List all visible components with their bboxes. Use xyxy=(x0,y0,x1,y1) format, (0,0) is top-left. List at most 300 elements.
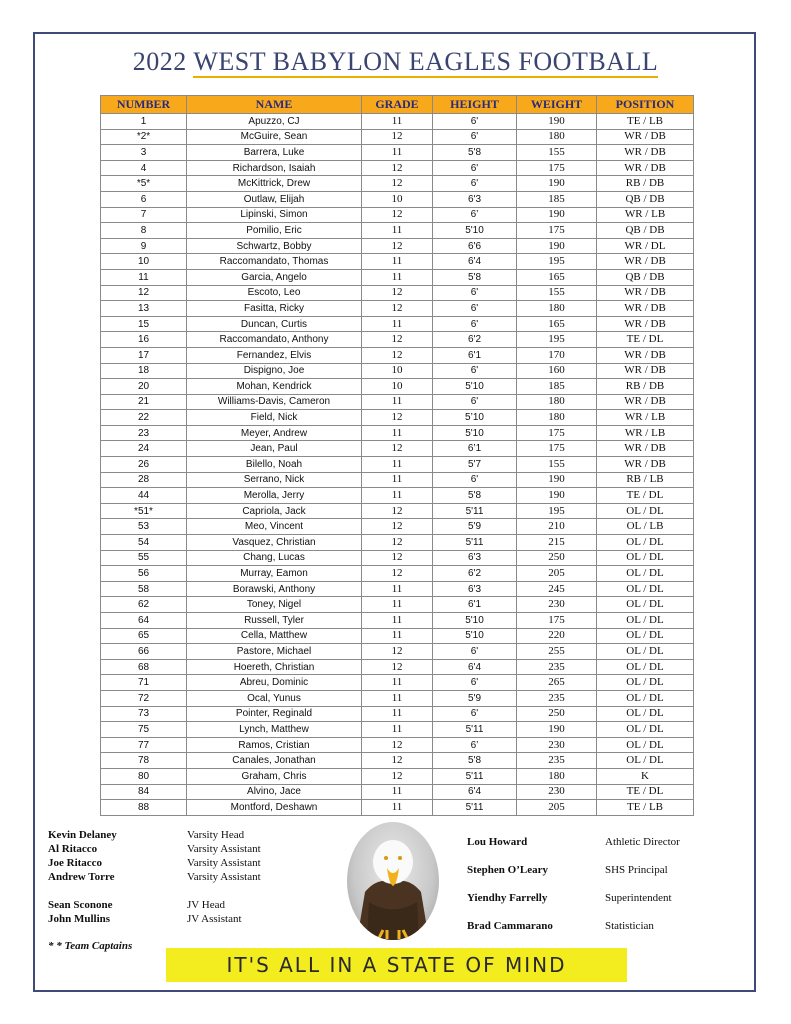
table-row xyxy=(101,379,694,395)
cell-name: McKittrick, Drew xyxy=(187,176,362,192)
cell-position: K xyxy=(597,768,694,784)
table-row xyxy=(101,191,694,207)
cell-number: 13 xyxy=(101,301,187,317)
cell-weight: 155 xyxy=(517,145,597,161)
cell-number: 12 xyxy=(101,285,187,301)
cell-position: OL / DL xyxy=(597,597,694,613)
cell-name: Graham, Chris xyxy=(187,768,362,784)
cell-height: 5'8 xyxy=(433,488,517,504)
table-row xyxy=(101,207,694,223)
cell-number: 18 xyxy=(101,363,187,379)
cell-name: Serrano, Nick xyxy=(187,472,362,488)
table-row xyxy=(101,535,694,551)
cell-grade: 12 xyxy=(362,644,433,660)
cell-weight: 235 xyxy=(517,753,597,769)
cell-grade: 12 xyxy=(362,768,433,784)
cell-weight: 175 xyxy=(517,613,597,629)
cell-height: 6'4 xyxy=(433,659,517,675)
cell-name: Raccomandato, Anthony xyxy=(187,332,362,348)
coach-role: JV Assistant xyxy=(187,913,242,925)
cell-height: 6'1 xyxy=(433,597,517,613)
table-row xyxy=(101,114,694,130)
cell-weight: 170 xyxy=(517,347,597,363)
cell-height: 5'11 xyxy=(433,503,517,519)
cell-position: WR / DB xyxy=(597,347,694,363)
table-header-row xyxy=(101,96,694,114)
cell-name: Fasitta, Ricky xyxy=(187,301,362,317)
cell-grade: 12 xyxy=(362,737,433,753)
cell-height: 6' xyxy=(433,394,517,410)
coach-role: Varsity Assistant xyxy=(187,843,261,855)
cell-weight: 230 xyxy=(517,737,597,753)
cell-weight: 210 xyxy=(517,519,597,535)
coach-role: Varsity Assistant xyxy=(187,857,261,869)
cell-position: OL / DL xyxy=(597,659,694,675)
cell-weight: 175 xyxy=(517,425,597,441)
cell-grade: 11 xyxy=(362,722,433,738)
table-row xyxy=(101,254,694,270)
cell-grade: 12 xyxy=(362,347,433,363)
cell-number: 84 xyxy=(101,784,187,800)
table-row xyxy=(101,519,694,535)
roster-body xyxy=(101,114,694,816)
cell-weight: 165 xyxy=(517,316,597,332)
cell-name: Meo, Vincent xyxy=(187,519,362,535)
cell-position: OL / DL xyxy=(597,753,694,769)
cell-position: OL / DL xyxy=(597,722,694,738)
cell-position: OL / DL xyxy=(597,675,694,691)
cell-grade: 12 xyxy=(362,550,433,566)
cell-number: 77 xyxy=(101,737,187,753)
cell-number: 68 xyxy=(101,659,187,675)
coach-role: Varsity Assistant xyxy=(187,871,261,883)
cell-height: 6'4 xyxy=(433,254,517,270)
cell-weight: 255 xyxy=(517,644,597,660)
cell-height: 5'11 xyxy=(433,535,517,551)
cell-position: OL / DL xyxy=(597,613,694,629)
cell-grade: 11 xyxy=(362,223,433,239)
cell-weight: 185 xyxy=(517,191,597,207)
cell-weight: 155 xyxy=(517,285,597,301)
cell-weight: 190 xyxy=(517,722,597,738)
cell-number: 75 xyxy=(101,722,187,738)
cell-height: 5'10 xyxy=(433,613,517,629)
coaches-roles xyxy=(187,828,261,926)
cell-name: Williams-Davis, Cameron xyxy=(187,394,362,410)
cell-position: WR / DB xyxy=(597,441,694,457)
cell-height: 5'7 xyxy=(433,457,517,473)
cell-number: 11 xyxy=(101,269,187,285)
cell-number: 55 xyxy=(101,550,187,566)
cell-name: Garcia, Angelo xyxy=(187,269,362,285)
cell-weight: 195 xyxy=(517,254,597,270)
cell-height: 6'4 xyxy=(433,784,517,800)
table-row xyxy=(101,441,694,457)
cell-weight: 195 xyxy=(517,503,597,519)
cell-position: RB / DB xyxy=(597,176,694,192)
cell-position: OL / DL xyxy=(597,566,694,582)
cell-name: Capriola, Jack xyxy=(187,503,362,519)
official-name: Stephen O’Leary xyxy=(467,864,548,876)
table-row xyxy=(101,628,694,644)
cell-name: Meyer, Andrew xyxy=(187,425,362,441)
cell-height: 5’10 xyxy=(433,410,517,426)
cell-grade: 11 xyxy=(362,425,433,441)
cell-weight: 180 xyxy=(517,410,597,426)
cell-number: 6 xyxy=(101,191,187,207)
cell-height: 6' xyxy=(433,363,517,379)
cell-position: WR / DB xyxy=(597,160,694,176)
coach-name: John Mullins xyxy=(48,913,111,925)
cell-height: 6' xyxy=(433,129,517,145)
cell-height: 5'10 xyxy=(433,628,517,644)
table-row xyxy=(101,597,694,613)
cell-weight: 265 xyxy=(517,675,597,691)
cell-position: WR / DB xyxy=(597,363,694,379)
cell-number: *5* xyxy=(101,176,187,192)
cell-grade: 12 xyxy=(362,441,433,457)
cell-grade: 11 xyxy=(362,472,433,488)
cell-number: 23 xyxy=(101,425,187,441)
cell-height: 5'8 xyxy=(433,269,517,285)
cell-number: 26 xyxy=(101,457,187,473)
cell-weight: 190 xyxy=(517,472,597,488)
table-row xyxy=(101,269,694,285)
official-name: Yiendhy Farrelly xyxy=(467,892,548,904)
cell-grade: 11 xyxy=(362,784,433,800)
cell-name: Lynch, Matthew xyxy=(187,722,362,738)
cell-position: OL / DL xyxy=(597,706,694,722)
cell-height: 5'11 xyxy=(433,722,517,738)
cell-number: 8 xyxy=(101,223,187,239)
cell-number: 22 xyxy=(101,410,187,426)
cell-height: 6' xyxy=(433,316,517,332)
cell-name: Pastore, Michael xyxy=(187,644,362,660)
cell-number: 56 xyxy=(101,566,187,582)
cell-weight: 165 xyxy=(517,269,597,285)
title-main: WEST BABYLON EAGLES FOOTBALL xyxy=(193,47,659,76)
header-weight: WEIGHT xyxy=(517,96,597,114)
cell-weight: 175 xyxy=(517,160,597,176)
official-role: Athletic Director xyxy=(605,836,680,848)
cell-position: TE / LB xyxy=(597,114,694,130)
cell-number: 71 xyxy=(101,675,187,691)
cell-position: WR / DB xyxy=(597,394,694,410)
cell-weight: 190 xyxy=(517,176,597,192)
cell-position: WR / DB xyxy=(597,285,694,301)
cell-height: 6' xyxy=(433,176,517,192)
cell-height: 6'6 xyxy=(433,238,517,254)
cell-position: RB / DB xyxy=(597,379,694,395)
table-row xyxy=(101,503,694,519)
cell-height: 6' xyxy=(433,472,517,488)
header-position: POSITION xyxy=(597,96,694,114)
eagle-logo-image xyxy=(347,822,439,940)
cell-position: WR / LB xyxy=(597,410,694,426)
cell-height: 6’ xyxy=(433,737,517,753)
coach-role: JV Head xyxy=(187,899,225,911)
cell-weight: 205 xyxy=(517,800,597,816)
cell-grade: 12 xyxy=(362,207,433,223)
cell-grade: 12 xyxy=(362,753,433,769)
cell-weight: 180 xyxy=(517,394,597,410)
cell-name: Bilello, Noah xyxy=(187,457,362,473)
cell-height: 6' xyxy=(433,301,517,317)
cell-height: 6'2 xyxy=(433,332,517,348)
table-row xyxy=(101,425,694,441)
table-row xyxy=(101,768,694,784)
cell-number: 21 xyxy=(101,394,187,410)
cell-grade: 11 xyxy=(362,690,433,706)
coach-name: Al Ritacco xyxy=(48,843,98,855)
officials-names xyxy=(467,828,553,940)
cell-name: Richardson, Isaiah xyxy=(187,160,362,176)
roster-table xyxy=(100,95,694,816)
table-row xyxy=(101,613,694,629)
cell-grade: 11 xyxy=(362,675,433,691)
coach-name: Andrew Torre xyxy=(48,871,115,883)
captains-note: * * Team Captains xyxy=(48,940,133,952)
cell-name: Apuzzo, CJ xyxy=(187,114,362,130)
cell-number: 16 xyxy=(101,332,187,348)
cell-grade: 10 xyxy=(362,191,433,207)
cell-height: 6' xyxy=(433,160,517,176)
cell-name: Ramos, Cristian xyxy=(187,737,362,753)
cell-position: WR / DB xyxy=(597,129,694,145)
cell-weight: 250 xyxy=(517,550,597,566)
cell-grade: 12 xyxy=(362,332,433,348)
cell-position: OL / DL xyxy=(597,503,694,519)
header-name: NAME xyxy=(187,96,362,114)
official-role: Superintendent xyxy=(605,892,672,904)
table-row xyxy=(101,644,694,660)
cell-number: 53 xyxy=(101,519,187,535)
cell-name: Toney, Nigel xyxy=(187,597,362,613)
cell-grade: 11 xyxy=(362,628,433,644)
cell-name: Cella, Matthew xyxy=(187,628,362,644)
cell-weight: 215 xyxy=(517,535,597,551)
table-row xyxy=(101,394,694,410)
cell-grade: 11 xyxy=(362,581,433,597)
cell-height: 5'10 xyxy=(433,425,517,441)
slogan-banner: IT'S ALL IN A STATE OF MIND xyxy=(166,948,627,982)
cell-position: WR / DL xyxy=(597,238,694,254)
cell-weight: 220 xyxy=(517,628,597,644)
table-row xyxy=(101,285,694,301)
cell-number: 62 xyxy=(101,597,187,613)
table-row xyxy=(101,581,694,597)
cell-grade: 12 xyxy=(362,160,433,176)
cell-number: *2* xyxy=(101,129,187,145)
cell-name: Murray, Eamon xyxy=(187,566,362,582)
cell-number: 78 xyxy=(101,753,187,769)
cell-grade: 11 xyxy=(362,706,433,722)
cell-number: 66 xyxy=(101,644,187,660)
cell-grade: 11 xyxy=(362,269,433,285)
cell-grade: 11 xyxy=(362,394,433,410)
cell-grade: 11 xyxy=(362,597,433,613)
cell-position: WR / DB xyxy=(597,301,694,317)
cell-grade: 12 xyxy=(362,566,433,582)
official-name: Lou Howard xyxy=(467,836,528,848)
cell-weight: 190 xyxy=(517,114,597,130)
cell-grade: 12 xyxy=(362,410,433,426)
cell-grade: 12 xyxy=(362,301,433,317)
cell-number: 3 xyxy=(101,145,187,161)
cell-weight: 155 xyxy=(517,457,597,473)
cell-number: 64 xyxy=(101,613,187,629)
cell-height: 6'3 xyxy=(433,581,517,597)
cell-name: Ocal, Yunus xyxy=(187,690,362,706)
cell-position: RB / LB xyxy=(597,472,694,488)
table-row xyxy=(101,347,694,363)
cell-position: WR / DB xyxy=(597,254,694,270)
cell-position: TE / DL xyxy=(597,784,694,800)
cell-grade: 12 xyxy=(362,519,433,535)
cell-grade: 12 xyxy=(362,238,433,254)
cell-position: OL / DL xyxy=(597,644,694,660)
cell-position: TE / DL xyxy=(597,332,694,348)
cell-height: 6’1 xyxy=(433,441,517,457)
cell-height: 5'10 xyxy=(433,379,517,395)
cell-weight: 180 xyxy=(517,768,597,784)
cell-position: OL / DL xyxy=(597,581,694,597)
cell-number: 58 xyxy=(101,581,187,597)
cell-weight: 235 xyxy=(517,690,597,706)
cell-name: McGuire, Sean xyxy=(187,129,362,145)
table-row xyxy=(101,472,694,488)
cell-position: QB / DB xyxy=(597,191,694,207)
table-row xyxy=(101,706,694,722)
cell-number: 54 xyxy=(101,535,187,551)
header-height: HEIGHT xyxy=(433,96,517,114)
cell-weight: 205 xyxy=(517,566,597,582)
cell-name: Alvino, Jace xyxy=(187,784,362,800)
cell-position: QB / DB xyxy=(597,269,694,285)
cell-number: 1 xyxy=(101,114,187,130)
official-role: Statistician xyxy=(605,920,654,932)
cell-number: *51* xyxy=(101,503,187,519)
table-row xyxy=(101,753,694,769)
cell-position: OL / DL xyxy=(597,535,694,551)
table-row xyxy=(101,675,694,691)
page-title xyxy=(0,47,791,77)
cell-height: 6'2 xyxy=(433,566,517,582)
cell-grade: 11 xyxy=(362,457,433,473)
cell-number: 4 xyxy=(101,160,187,176)
table-row xyxy=(101,145,694,161)
cell-position: WR / DB xyxy=(597,457,694,473)
table-row xyxy=(101,457,694,473)
cell-position: QB / DB xyxy=(597,223,694,239)
cell-weight: 160 xyxy=(517,363,597,379)
cell-name: Schwartz, Bobby xyxy=(187,238,362,254)
official-name: Brad Cammarano xyxy=(467,920,553,932)
table-row xyxy=(101,722,694,738)
cell-weight: 175 xyxy=(517,223,597,239)
cell-name: Pointer, Reginald xyxy=(187,706,362,722)
cell-grade: 12 xyxy=(362,503,433,519)
cell-position: OL / DL xyxy=(597,550,694,566)
cell-grade: 11 xyxy=(362,613,433,629)
cell-number: 10 xyxy=(101,254,187,270)
cell-name: Raccomandato, Thomas xyxy=(187,254,362,270)
cell-name: Outlaw, Elijah xyxy=(187,191,362,207)
cell-position: OL / DL xyxy=(597,690,694,706)
cell-number: 15 xyxy=(101,316,187,332)
cell-grade: 11 xyxy=(362,800,433,816)
cell-name: Borawski, Anthony xyxy=(187,581,362,597)
cell-name: Abreu, Dominic xyxy=(187,675,362,691)
cell-height: 6'3 xyxy=(433,550,517,566)
cell-grade: 12 xyxy=(362,535,433,551)
table-row xyxy=(101,363,694,379)
cell-grade: 11 xyxy=(362,488,433,504)
table-row xyxy=(101,129,694,145)
cell-name: Chang, Lucas xyxy=(187,550,362,566)
cell-number: 88 xyxy=(101,800,187,816)
cell-name: Duncan, Curtis xyxy=(187,316,362,332)
cell-weight: 245 xyxy=(517,581,597,597)
cell-grade: 11 xyxy=(362,114,433,130)
header-grade: GRADE xyxy=(362,96,433,114)
cell-weight: 230 xyxy=(517,784,597,800)
cell-name: Fernandez, Elvis xyxy=(187,347,362,363)
cell-height: 5'11 xyxy=(433,800,517,816)
cell-grade: 12 xyxy=(362,659,433,675)
cell-number: 17 xyxy=(101,347,187,363)
table-row xyxy=(101,176,694,192)
table-row xyxy=(101,410,694,426)
cell-height: 6' xyxy=(433,706,517,722)
cell-weight: 190 xyxy=(517,207,597,223)
cell-position: OL / LB xyxy=(597,519,694,535)
cell-name: Merolla, Jerry xyxy=(187,488,362,504)
table-row xyxy=(101,737,694,753)
cell-weight: 185 xyxy=(517,379,597,395)
cell-height: 6' xyxy=(433,675,517,691)
cell-height: 5'11 xyxy=(433,768,517,784)
cell-position: TE / LB xyxy=(597,800,694,816)
cell-grade: 12 xyxy=(362,285,433,301)
cell-weight: 175 xyxy=(517,441,597,457)
cell-number: 20 xyxy=(101,379,187,395)
table-row xyxy=(101,659,694,675)
cell-position: TE / DL xyxy=(597,488,694,504)
cell-grade: 12 xyxy=(362,176,433,192)
table-row xyxy=(101,488,694,504)
cell-weight: 235 xyxy=(517,659,597,675)
cell-name: Vasquez, Christian xyxy=(187,535,362,551)
coach-role: Varsity Head xyxy=(187,829,245,841)
cell-grade: 11 xyxy=(362,254,433,270)
cell-name: Dispigno, Joe xyxy=(187,363,362,379)
cell-position: WR / LB xyxy=(597,207,694,223)
table-row xyxy=(101,301,694,317)
coach-name: Sean Sconone xyxy=(48,899,113,911)
table-row xyxy=(101,550,694,566)
cell-grade: 11 xyxy=(362,316,433,332)
cell-name: Hoereth, Christian xyxy=(187,659,362,675)
title-year: 2022 xyxy=(132,47,187,76)
cell-number: 72 xyxy=(101,690,187,706)
cell-height: 5'9 xyxy=(433,519,517,535)
cell-name: Pomilio, Eric xyxy=(187,223,362,239)
cell-number: 28 xyxy=(101,472,187,488)
cell-number: 65 xyxy=(101,628,187,644)
cell-position: OL / DL xyxy=(597,628,694,644)
cell-weight: 195 xyxy=(517,332,597,348)
